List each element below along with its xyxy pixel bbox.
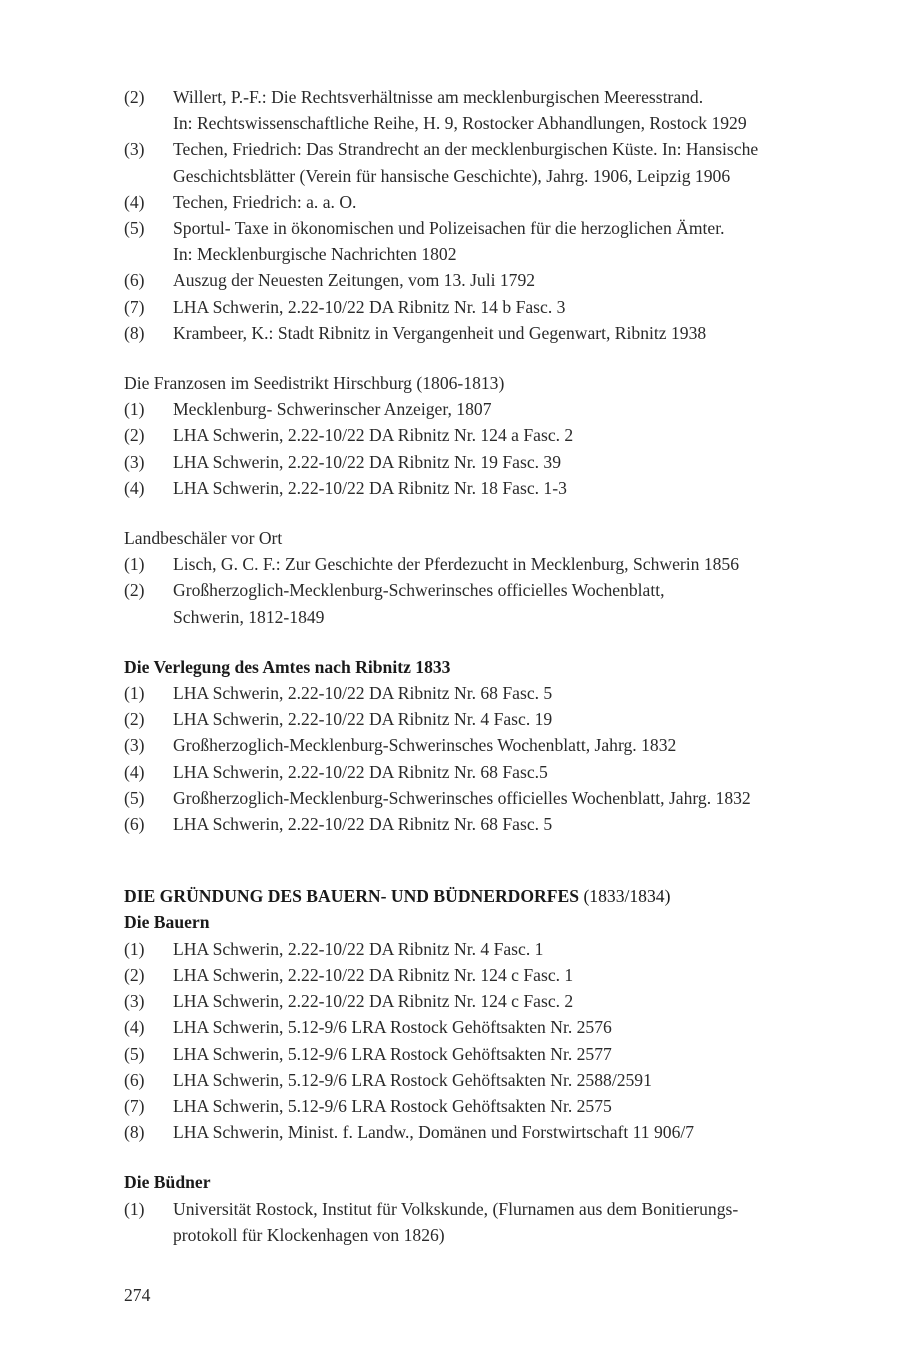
chapter-title: DIE GRÜNDUNG DES BAUERN- UND BÜDNERDORFES bbox=[124, 886, 580, 907]
page-number: 274 bbox=[124, 1285, 151, 1305]
entry-line: In: Mecklenburgische Nachrichten 1802 bbox=[173, 244, 457, 265]
entry-line: Auszug der Neuesten Zeitungen, vom 13. Juli 1792 bbox=[173, 270, 536, 291]
list-item bbox=[124, 680, 864, 706]
entry-number: (5) bbox=[124, 1043, 145, 1064]
entry-line: Lisch, G. C. F.: Zur Geschichte der Pferdezucht in Mecklenburg, Schwerin 1856 bbox=[173, 554, 740, 575]
list-item bbox=[124, 215, 864, 267]
list-item bbox=[124, 84, 864, 136]
entry-number: (2) bbox=[124, 580, 145, 601]
entry-number: (4) bbox=[124, 761, 145, 782]
entry-text bbox=[173, 189, 864, 215]
entry-number: (2) bbox=[124, 425, 145, 446]
entry-line: Geschichtsblätter (Verein für hansische Geschichte), Jahrg. 1906, Leipzig 1906 bbox=[173, 165, 731, 186]
entry-number: (5) bbox=[124, 787, 145, 808]
entry-number: (7) bbox=[124, 296, 145, 317]
entry-line: Mecklenburg- Schwerinscher Anzeiger, 1807 bbox=[173, 399, 492, 420]
chapter-heading bbox=[124, 883, 864, 909]
entry-text bbox=[173, 320, 864, 346]
entry-line: Sportul- Taxe in ökonomischen und Polizeisachen für die herzoglichen Ämter. bbox=[173, 218, 725, 239]
section-strandrecht bbox=[124, 84, 864, 346]
entry-line: LHA Schwerin, 2.22-10/22 DA Ribnitz Nr. 68 Fasc. 5 bbox=[173, 814, 553, 835]
list-item bbox=[124, 732, 864, 758]
section-franzosen bbox=[124, 370, 864, 501]
list-item bbox=[124, 1093, 864, 1119]
entry-number: (1) bbox=[124, 399, 145, 420]
spacer bbox=[124, 1145, 864, 1169]
list-item bbox=[124, 267, 864, 293]
entry-line: Krambeer, K.: Stadt Ribnitz in Vergangenheit und Gegenwart, Ribnitz 1938 bbox=[173, 322, 707, 343]
entry-line: LHA Schwerin, 5.12-9/6 LRA Rostock Gehöftsakten Nr. 2576 bbox=[173, 1017, 612, 1038]
entry-text bbox=[173, 215, 864, 267]
list-item bbox=[124, 785, 864, 811]
entry-line: Willert, P.-F.: Die Rechtsverhältnisse am mecklenburgischen Meeresstrand. bbox=[173, 87, 704, 107]
entry-number: (1) bbox=[124, 554, 145, 575]
entry-line: LHA Schwerin, 2.22-10/22 DA Ribnitz Nr. 4 Fasc. 1 bbox=[173, 938, 544, 959]
entry-number: (3) bbox=[124, 991, 145, 1012]
section-landbeschaeler bbox=[124, 525, 864, 630]
list-item bbox=[124, 320, 864, 346]
entry-text bbox=[173, 136, 864, 188]
section-heading: Landbeschäler vor Ort bbox=[124, 528, 283, 549]
entry-line: LHA Schwerin, 5.12-9/6 LRA Rostock Gehöftsakten Nr. 2575 bbox=[173, 1095, 612, 1116]
entry-number: (1) bbox=[124, 683, 145, 704]
entry-line: LHA Schwerin, 2.22-10/22 DA Ribnitz Nr. 124 c Fasc. 1 bbox=[173, 964, 574, 985]
list-item bbox=[124, 988, 864, 1014]
entry-number: (6) bbox=[124, 270, 145, 291]
spacer bbox=[124, 837, 864, 883]
list-item bbox=[124, 811, 864, 837]
entry-line: LHA Schwerin, 2.22-10/22 DA Ribnitz Nr. 124 c Fasc. 2 bbox=[173, 991, 574, 1012]
entry-number: (2) bbox=[124, 964, 145, 985]
entry-line: Techen, Friedrich: Das Strandrecht an der mecklenburgischen Küste. In: Hansische bbox=[173, 139, 759, 160]
entry-line: LHA Schwerin, 5.12-9/6 LRA Rostock Gehöftsakten Nr. 2588/2591 bbox=[173, 1069, 652, 1090]
section-heading: Die Büdner bbox=[124, 1172, 211, 1193]
entry-number: (3) bbox=[124, 451, 145, 472]
entry-number: (4) bbox=[124, 477, 145, 498]
entry-number: (2) bbox=[124, 709, 145, 730]
list-item bbox=[124, 759, 864, 785]
entry-number: (3) bbox=[124, 735, 145, 756]
entry-line: LHA Schwerin, 2.22-10/22 DA Ribnitz Nr. 68 Fasc. 5 bbox=[173, 683, 553, 704]
entry-text bbox=[173, 84, 864, 136]
list-item bbox=[124, 449, 864, 475]
entry-number: (4) bbox=[124, 191, 145, 212]
list-item bbox=[124, 475, 864, 501]
entry-line: LHA Schwerin, 5.12-9/6 LRA Rostock Gehöftsakten Nr. 2577 bbox=[173, 1043, 612, 1064]
entry-line: In: Rechtswissenschaftliche Reihe, H. 9, Rostocker Abhandlungen, Rostock 1929 bbox=[173, 113, 747, 134]
list-item bbox=[124, 1196, 864, 1248]
section-bauern bbox=[124, 909, 864, 1145]
list-item bbox=[124, 1119, 864, 1145]
list-item bbox=[124, 706, 864, 732]
list-item bbox=[124, 551, 864, 577]
entry-line: LHA Schwerin, 2.22-10/22 DA Ribnitz Nr. 18 Fasc. 1-3 bbox=[173, 477, 567, 498]
entry-line: LHA Schwerin, 2.22-10/22 DA Ribnitz Nr. 14 b Fasc. 3 bbox=[173, 296, 566, 317]
list-item bbox=[124, 936, 864, 962]
list-item bbox=[124, 1041, 864, 1067]
entry-line: Großherzoglich-Mecklenburg-Schwerinsches officielles Wochenblatt, Jahrg. 1832 bbox=[173, 787, 751, 808]
list-item bbox=[124, 1067, 864, 1093]
entry-number: (7) bbox=[124, 1095, 145, 1116]
entry-line: Großherzoglich-Mecklenburg-Schwerinsches Wochenblatt, Jahrg. 1832 bbox=[173, 735, 677, 756]
entry-number: (1) bbox=[124, 938, 145, 959]
entry-line: Schwerin, 1812-1849 bbox=[173, 606, 325, 627]
entry-number: (8) bbox=[124, 1122, 145, 1143]
spacer bbox=[124, 346, 864, 370]
entry-line: LHA Schwerin, 2.22-10/22 DA Ribnitz Nr. 19 Fasc. 39 bbox=[173, 451, 562, 472]
list-item bbox=[124, 577, 864, 629]
list-item bbox=[124, 1014, 864, 1040]
spacer bbox=[124, 501, 864, 525]
entry-number: (2) bbox=[124, 87, 145, 107]
entry-number: (5) bbox=[124, 218, 145, 239]
entry-line: Universität Rostock, Institut für Volkskunde, (Flurnamen aus dem Bonitierungs- bbox=[173, 1198, 739, 1219]
entry-number: (3) bbox=[124, 139, 145, 160]
page-body bbox=[124, 84, 864, 1248]
chapter-years: (1833/1834) bbox=[579, 886, 671, 907]
entry-number: (6) bbox=[124, 1069, 145, 1090]
entry-number: (4) bbox=[124, 1017, 145, 1038]
section-verlegung bbox=[124, 654, 864, 837]
list-item bbox=[124, 189, 864, 215]
section-heading: Die Verlegung des Amtes nach Ribnitz 1833 bbox=[124, 656, 451, 677]
section-heading: Die Bauern bbox=[124, 912, 210, 933]
entry-text bbox=[173, 267, 864, 293]
section-heading: Die Franzosen im Seedistrikt Hirschburg (1806-1813) bbox=[124, 373, 505, 394]
entry-number: (6) bbox=[124, 814, 145, 835]
entry-text bbox=[173, 294, 864, 320]
list-item bbox=[124, 962, 864, 988]
list-item bbox=[124, 294, 864, 320]
entry-line: protokoll für Klockenhagen von 1826) bbox=[173, 1224, 445, 1245]
entry-number: (1) bbox=[124, 1198, 145, 1219]
entry-line: LHA Schwerin, Minist. f. Landw., Domänen und Forstwirtschaft 11 906/7 bbox=[173, 1122, 695, 1143]
entry-line: LHA Schwerin, 2.22-10/22 DA Ribnitz Nr. 4 Fasc. 19 bbox=[173, 709, 553, 730]
list-item bbox=[124, 396, 864, 422]
entry-line: LHA Schwerin, 2.22-10/22 DA Ribnitz Nr. 68 Fasc.5 bbox=[173, 761, 548, 782]
entry-line: Techen, Friedrich: a. a. O. bbox=[173, 191, 357, 212]
list-item bbox=[124, 136, 864, 188]
spacer bbox=[124, 630, 864, 654]
entry-line: LHA Schwerin, 2.22-10/22 DA Ribnitz Nr. 124 a Fasc. 2 bbox=[173, 425, 574, 446]
entry-line: Großherzoglich-Mecklenburg-Schwerinsches officielles Wochenblatt, bbox=[173, 580, 665, 601]
entry-number: (8) bbox=[124, 322, 145, 343]
list-item bbox=[124, 422, 864, 448]
section-buedner bbox=[124, 1169, 864, 1248]
